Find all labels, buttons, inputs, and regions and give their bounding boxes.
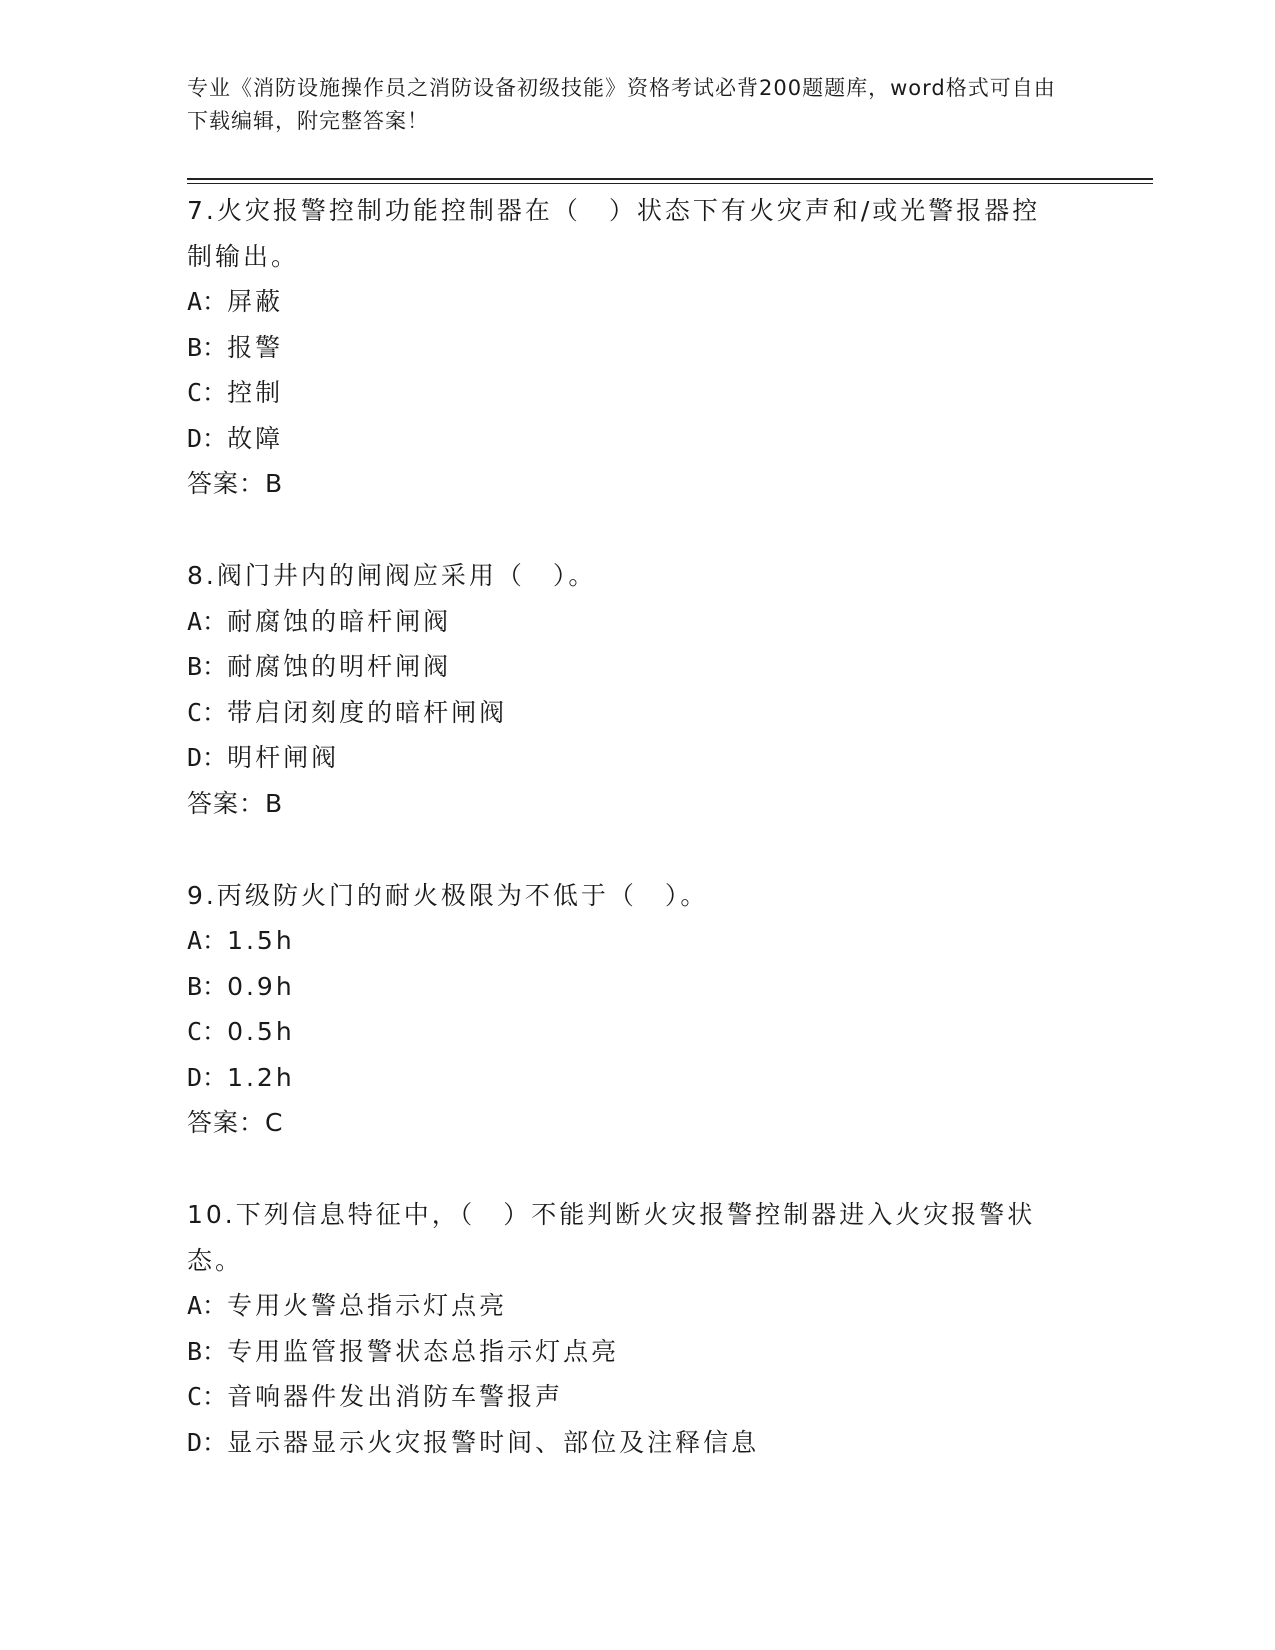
option-b: [187, 644, 1087, 690]
option-text: 故障: [227, 423, 284, 453]
option-key: B：: [187, 1336, 228, 1366]
option-text: 专用监管报警状态总指示灯点亮: [227, 1336, 620, 1366]
option-key: D：: [187, 743, 228, 772]
option-a: [187, 599, 1087, 645]
option-c: [187, 370, 1087, 416]
option-a: [187, 1283, 1087, 1329]
option-key: C：: [187, 1382, 228, 1411]
option-c: [187, 1374, 1087, 1420]
question-10: [187, 1192, 1087, 1465]
header-rule-thick: [187, 178, 1153, 180]
option-key: B：: [187, 332, 228, 362]
option-key: A：: [187, 287, 228, 316]
option-b: [187, 964, 1087, 1010]
option-text: 1.5h: [227, 926, 295, 955]
option-key: A：: [187, 926, 228, 955]
question-stem: 8.阀门井内的闸阀应采用（ ）。: [187, 561, 597, 590]
option-c: [187, 1009, 1087, 1055]
question-9: [187, 873, 1087, 1147]
option-text: 屏蔽: [227, 287, 284, 316]
option-d: [187, 735, 1087, 781]
option-key: B：: [187, 971, 228, 1001]
option-text: 专用火警总指示灯点亮: [227, 1291, 508, 1320]
option-key: D：: [187, 1062, 228, 1092]
question-stem: 9.丙级防火门的耐火极限为不低于（ ）。: [187, 880, 709, 910]
option-text: 明杆闸阀: [227, 743, 340, 772]
option-text: 1.2h: [227, 1062, 295, 1092]
answer-line: 答案：C: [187, 1108, 284, 1137]
option-b: [187, 1329, 1087, 1375]
option-key: C：: [187, 697, 228, 727]
question-stem: 7.火灾报警控制功能控制器在（ ）状态下有火灾声和/或光警报器控制输出。: [187, 196, 1041, 271]
question-8: [187, 553, 1087, 827]
option-text: 0.9h: [227, 971, 295, 1001]
option-key: D：: [187, 423, 228, 453]
option-text: 带启闭刻度的暗杆闸阀: [227, 697, 508, 727]
question-7: [187, 188, 1087, 507]
option-text: 显示器显示火灾报警时间、部位及注释信息: [227, 1427, 760, 1457]
option-text: 耐腐蚀的明杆闸阀: [227, 652, 452, 681]
option-c: [187, 690, 1087, 736]
option-text: 控制: [227, 378, 284, 407]
option-text: 报警: [227, 332, 284, 362]
header-rule-thin: [187, 183, 1153, 184]
option-key: A：: [187, 1291, 228, 1320]
option-b: [187, 325, 1087, 371]
option-key: C：: [187, 378, 228, 407]
option-key: B：: [187, 652, 228, 681]
option-key: D：: [187, 1427, 228, 1457]
option-text: 音响器件发出消防车警报声: [227, 1382, 564, 1411]
option-text: 耐腐蚀的暗杆闸阀: [227, 606, 452, 636]
question-list: [187, 188, 1087, 1511]
option-key: A：: [187, 606, 228, 636]
option-text: 0.5h: [227, 1017, 295, 1046]
question-stem: 10.下列信息特征中，（ ）不能判断火灾报警控制器进入火灾报警状态。: [187, 1200, 1036, 1275]
document-header: 专业《消防设施操作员之消防设备初级技能》资格考试必背200题题库，word格式可自由下载编辑，附完整答案！: [187, 76, 1056, 133]
option-a: [187, 279, 1087, 325]
option-d: [187, 1055, 1087, 1101]
answer-line: 答案：B: [187, 469, 284, 498]
answer-line: 答案：B: [187, 788, 284, 818]
option-d: [187, 416, 1087, 462]
option-d: [187, 1420, 1087, 1466]
option-a: [187, 918, 1087, 964]
option-key: C：: [187, 1017, 228, 1046]
